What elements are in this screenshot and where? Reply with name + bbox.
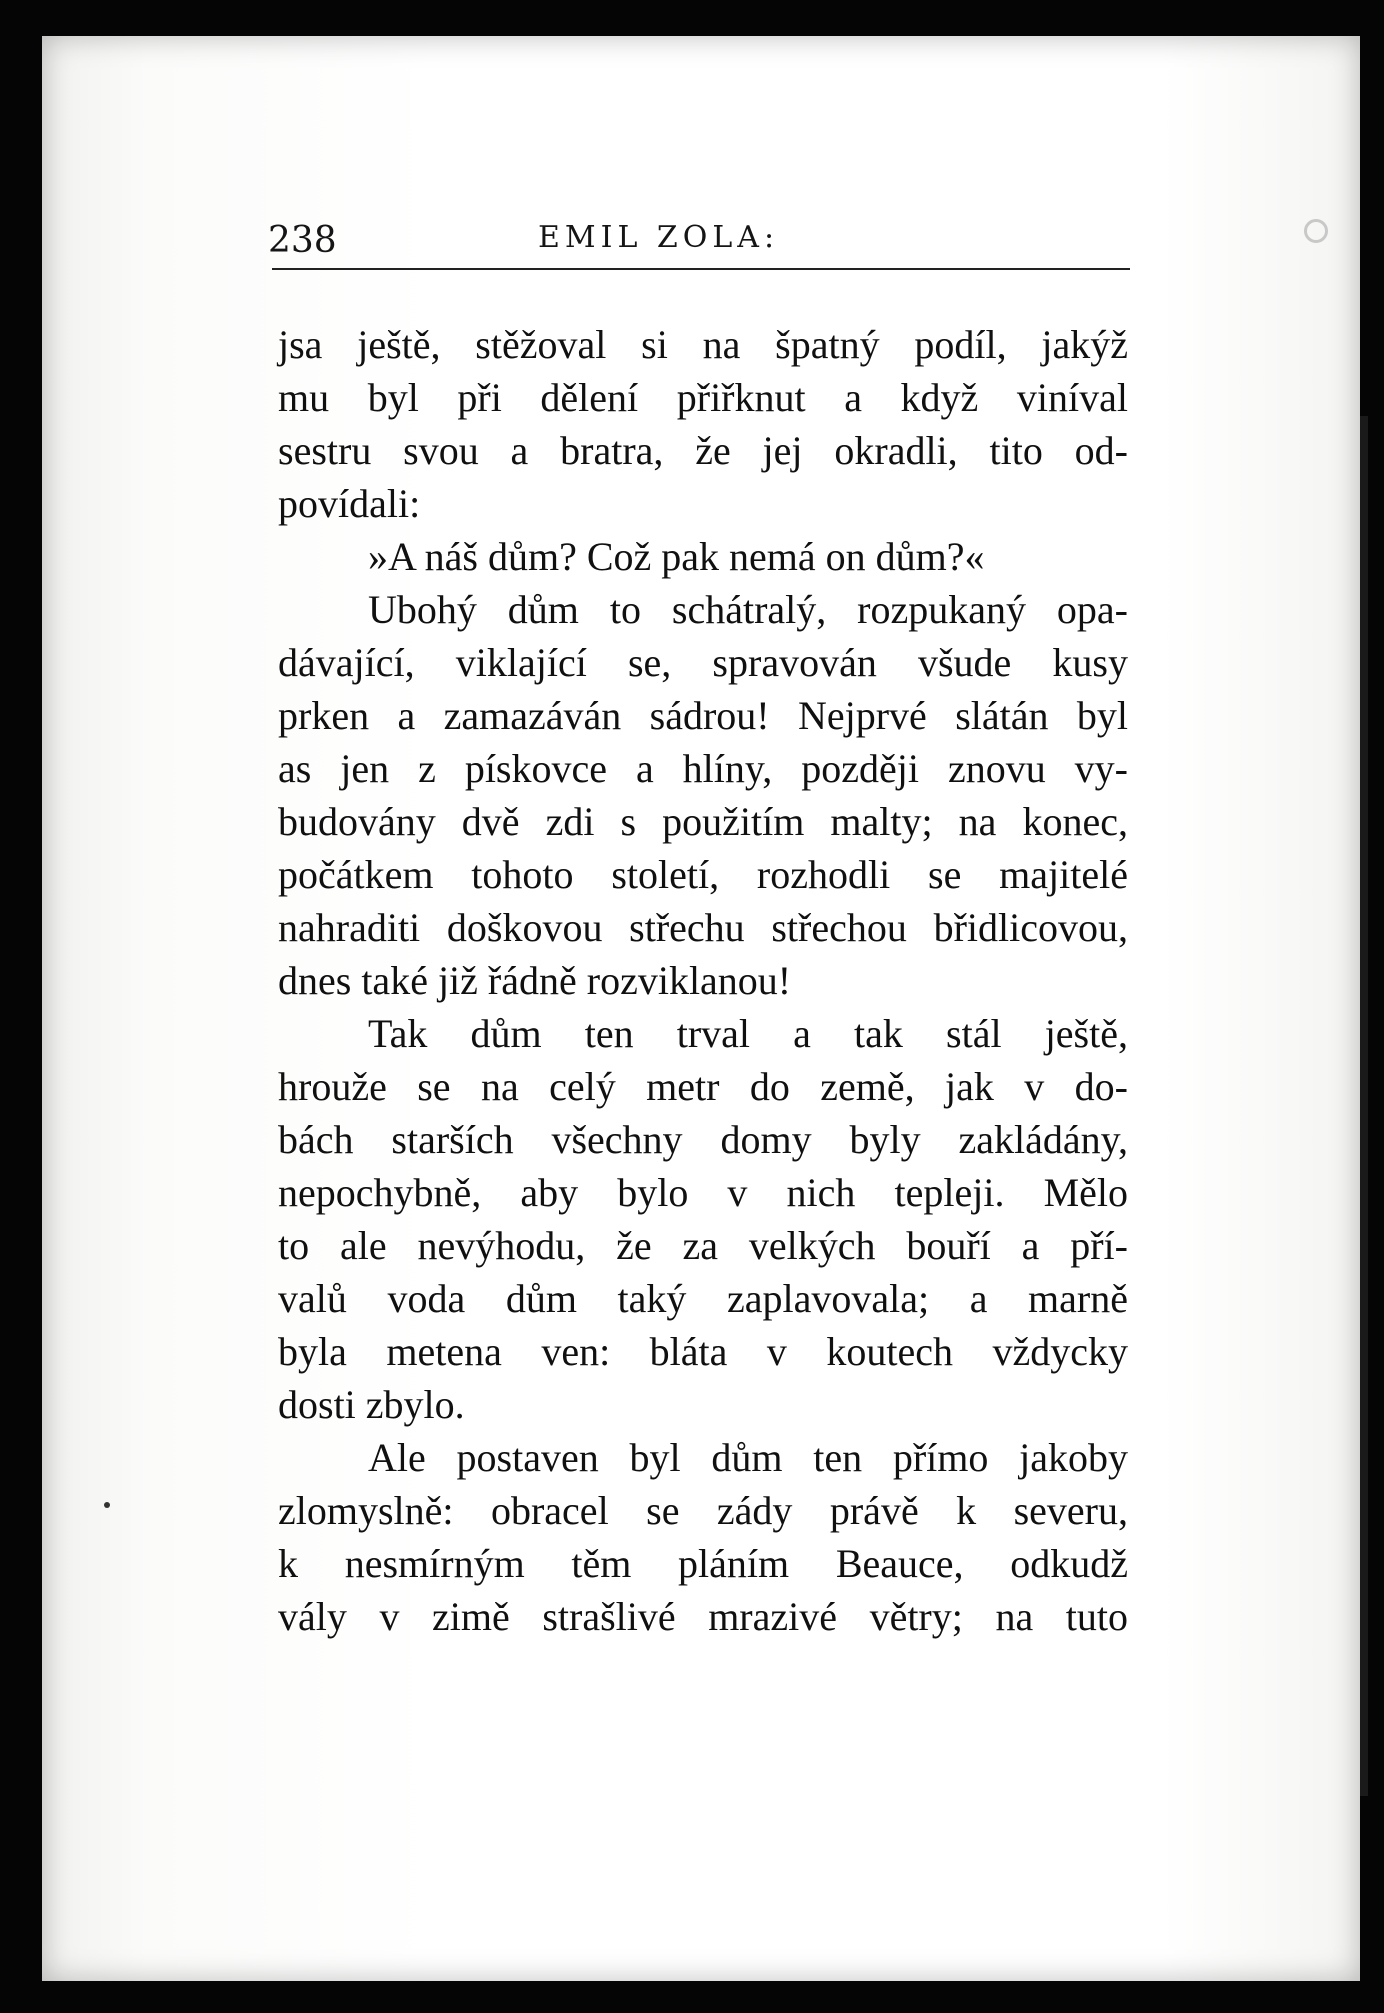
text-line: Tak dům ten trval a tak stál ještě, bbox=[368, 1011, 1128, 1056]
header-title: EMIL ZOLA: bbox=[538, 220, 780, 255]
text-line: povídali: bbox=[278, 481, 421, 526]
text-line: zlomyslně: obracel se zády právě k severu, bbox=[278, 1488, 1128, 1533]
page-edge-shadow bbox=[1360, 416, 1368, 1796]
text-line: budovány dvě zdi s použitím malty; na konec, bbox=[278, 799, 1128, 844]
text-line: hrouže se na celý metr do země, jak v do- bbox=[278, 1064, 1128, 1109]
text-line: valů voda dům taký zaplavovala; a marně bbox=[278, 1276, 1128, 1321]
margin-dot-mark bbox=[104, 1502, 110, 1508]
text-line: »A náš dům? Což pak nemá on dům?« bbox=[368, 534, 985, 579]
text-line: byla metena ven: bláta v koutech vždycky bbox=[278, 1329, 1128, 1374]
corner-stain-mark bbox=[1304, 219, 1328, 243]
text-line: Ubohý dům to schátralý, rozpukaný opa- bbox=[368, 587, 1128, 632]
body-text bbox=[278, 318, 1128, 1643]
text-line: počátkem tohoto století, rozhodli se majitelé bbox=[278, 852, 1128, 897]
text-line: mu byl při dělení přiřknut a když viníval bbox=[278, 375, 1128, 420]
text-line: nahraditi doškovou střechu střechou břidlicovou, bbox=[278, 905, 1128, 950]
text-line: k nesmírným těm pláním Beauce, odkudž bbox=[278, 1541, 1128, 1586]
text-line: jsa ještě, stěžoval si na špatný podíl, jakýž bbox=[278, 322, 1128, 367]
text-line: dosti zbylo. bbox=[278, 1382, 465, 1427]
text-line: nepochybně, aby bylo v nich tepleji. Mělo bbox=[278, 1170, 1128, 1215]
text-line: to ale nevýhodu, že za velkých bouří a pří- bbox=[278, 1223, 1128, 1268]
running-header bbox=[228, 208, 1130, 268]
text-line: dnes také již řádně rozviklanou! bbox=[278, 958, 792, 1003]
text-line: vály v zimě strašlivé mrazivé větry; na tuto bbox=[278, 1594, 1128, 1639]
text-line: bách starších všechny domy byly zakládány, bbox=[278, 1117, 1128, 1162]
text-line: prken a zamazáván sádrou! Nejprvé slátán byl bbox=[278, 693, 1128, 738]
text-line: dávající, viklající se, spravován všude kusy bbox=[278, 640, 1128, 685]
header-rule bbox=[272, 268, 1130, 270]
text-line: as jen z pískovce a hlíny, později znovu vy- bbox=[278, 746, 1128, 791]
text-line: sestru svou a bratra, že jej okradli, tito od- bbox=[278, 428, 1128, 473]
page-number: 238 bbox=[268, 220, 337, 261]
text-line: Ale postaven byl dům ten přímo jakoby bbox=[368, 1435, 1128, 1480]
